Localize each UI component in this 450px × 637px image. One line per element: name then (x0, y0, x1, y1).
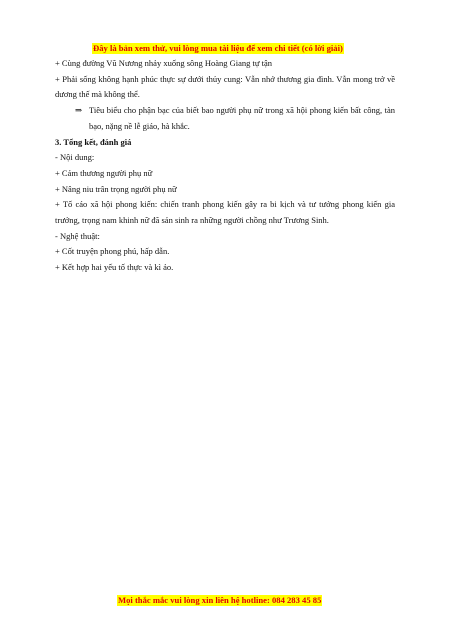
text-line-2: + Phải sống không hạnh phúc thực sự dưới thủy cung: Vẫn nhớ thương gia đình. Vẫn mong trở về dương thế mà không thể. (55, 73, 395, 100)
text-line-1: + Cùng đường Vũ Nương nhảy xuống sông Hoàng Giang tự tận (55, 58, 273, 68)
implies-arrow-icon: ⇒ (75, 105, 83, 116)
text-line-5: + Cảm thương người phụ nữ (55, 167, 153, 178)
hotline-footer: Mọi thắc mắc vui lòng xin liên hệ hotline: 084 283 45 85 (118, 595, 322, 605)
preview-notice-banner: Đây là bản xem thử, vui lòng mua tài liệu để xem chi tiết (có lời giải) (93, 43, 343, 53)
content-label: - Nội dung: (55, 152, 95, 163)
document-body (55, 56, 395, 276)
art-label: - Nghệ thuật: (55, 230, 100, 241)
text-line-7: + Tố cáo xã hội phong kiến: chiến tranh phong kiến gây ra bi kịch và tư tưởng phong kiến gia trưởng, trọng nam khinh nữ đã sản sinh ra những người chồng như Trương Sinh. (55, 199, 395, 226)
conclusion-bullet (55, 103, 395, 134)
section-heading: 3. Tổng kết, đánh giá (55, 136, 132, 147)
text-line-10: + Kết hợp hai yếu tố thực và kì ảo. (55, 262, 174, 273)
conclusion-text: Tiêu biểu cho phận bạc của biết bao người phụ nữ trong xã hội phong kiến bất công, tàn bạo, nặng nề lễ giáo, hà khắc. (89, 105, 395, 131)
text-line-6: + Nâng niu trân trọng người phụ nữ (55, 183, 177, 194)
text-line-9: + Cốt truyện phong phú, hấp dẫn. (55, 246, 170, 257)
